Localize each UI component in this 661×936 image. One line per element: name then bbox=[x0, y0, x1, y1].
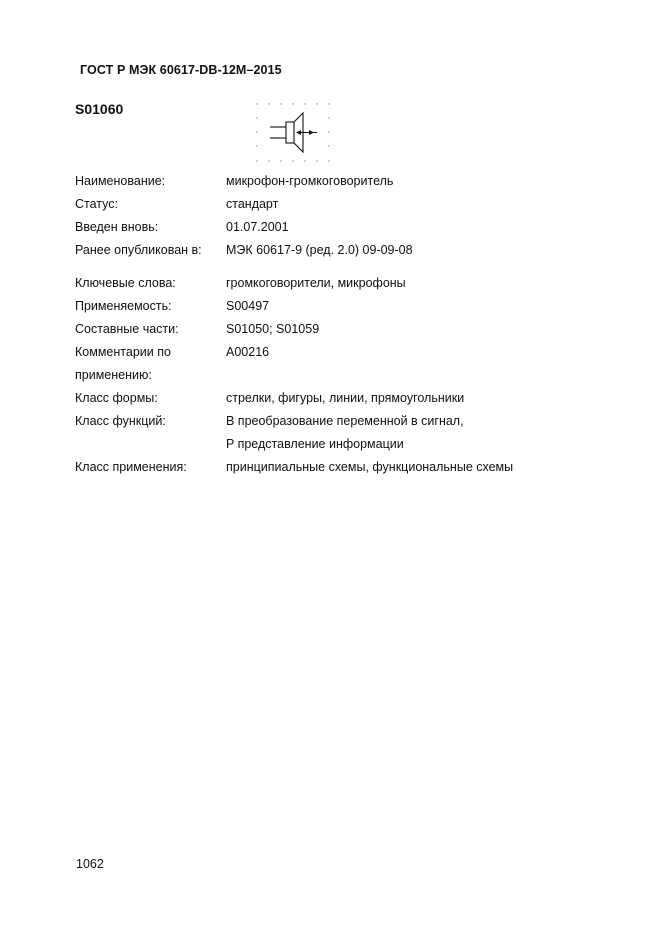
property-value-line: принципиальные схемы, функциональные схемы bbox=[226, 460, 514, 474]
property-value-line: МЭК 60617-9 (ред. 2.0) 09-09-08 bbox=[226, 243, 413, 257]
property-row-applicability bbox=[75, 295, 615, 318]
property-value-line: стрелки, фигуры, линии, прямоугольники bbox=[226, 391, 465, 405]
symbol-grid-dots bbox=[256, 103, 329, 161]
property-value bbox=[226, 193, 615, 216]
property-label: Ключевые слова: bbox=[75, 276, 176, 290]
properties-table bbox=[75, 170, 615, 479]
property-value bbox=[226, 364, 615, 387]
property-label: Статус: bbox=[75, 197, 118, 211]
property-label: применению: bbox=[75, 368, 152, 382]
property-label: Наименование: bbox=[75, 174, 166, 188]
property-row-comments bbox=[75, 341, 615, 364]
property-value-line: S00497 bbox=[226, 299, 270, 313]
property-value-line: P представление информации bbox=[226, 437, 404, 451]
property-row-components bbox=[75, 318, 615, 341]
property-row-shape-class bbox=[75, 387, 615, 410]
property-value-line: В преобразование переменной в сигнал, bbox=[226, 414, 464, 428]
property-label: Ранее опубликован в: bbox=[75, 243, 202, 257]
property-value bbox=[226, 456, 615, 479]
microphone-loudspeaker-symbol-icon bbox=[255, 102, 331, 164]
property-row-application-class bbox=[75, 456, 615, 479]
property-row-introduced bbox=[75, 216, 615, 239]
property-row-status bbox=[75, 193, 615, 216]
property-value bbox=[226, 410, 615, 456]
property-row-function-class bbox=[75, 410, 615, 456]
property-value-line: S01050; S01059 bbox=[226, 322, 320, 336]
property-label: Класс формы: bbox=[75, 391, 158, 405]
property-row-keywords bbox=[75, 272, 615, 295]
page-number: 1062 bbox=[76, 857, 104, 871]
property-row-published bbox=[75, 239, 615, 262]
property-value bbox=[226, 272, 615, 295]
property-value-line: A00216 bbox=[226, 345, 270, 359]
property-label: Класс применения: bbox=[75, 460, 187, 474]
property-value-line: стандарт bbox=[226, 197, 279, 211]
property-value bbox=[226, 295, 615, 318]
property-label: Составные части: bbox=[75, 322, 179, 336]
property-value-line: микрофон-громкоговоритель bbox=[226, 174, 394, 188]
document-header: ГОСТ Р МЭК 60617-DB-12M–2015 bbox=[80, 63, 282, 77]
property-value bbox=[226, 387, 615, 410]
property-value bbox=[226, 170, 615, 193]
property-value-line: 01.07.2001 bbox=[226, 220, 289, 234]
property-label: Класс функций: bbox=[75, 414, 166, 428]
property-value-line: громкоговорители, микрофоны bbox=[226, 276, 406, 290]
property-value bbox=[226, 341, 615, 364]
property-label: Введен вновь: bbox=[75, 220, 159, 234]
property-value bbox=[226, 216, 615, 239]
property-label: Комментарии по bbox=[75, 345, 171, 359]
property-row-comments-continued bbox=[75, 364, 615, 387]
property-label: Применяемость: bbox=[75, 299, 172, 313]
property-value bbox=[226, 318, 615, 341]
property-value bbox=[226, 239, 615, 262]
symbol-code: S01060 bbox=[75, 101, 124, 117]
property-row-name bbox=[75, 170, 615, 193]
